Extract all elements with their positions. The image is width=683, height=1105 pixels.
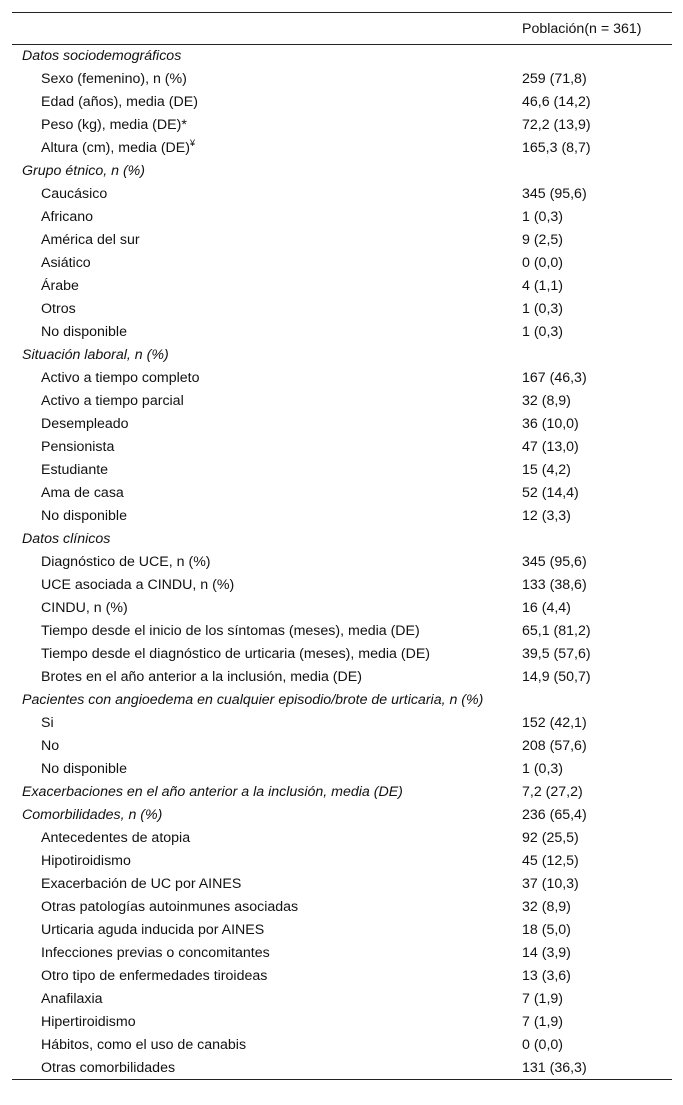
table-row <box>12 413 672 436</box>
row-label-text: Otras patologías autoinmunes asociadas <box>41 899 299 915</box>
row-value: 1 (0,3) <box>522 324 564 340</box>
row-value: 12 (3,3) <box>522 508 571 524</box>
section-label <box>12 689 512 712</box>
row-value: 345 (95,6) <box>522 186 587 202</box>
row-label <box>12 390 512 413</box>
row-label <box>12 896 512 919</box>
row-value: 1 (0,3) <box>522 301 564 317</box>
row-label <box>12 1057 512 1080</box>
row-value: 1 (0,3) <box>522 761 564 777</box>
row-label-text: Otras comorbilidades <box>41 1059 176 1076</box>
section-label <box>12 160 512 183</box>
table-row <box>12 643 672 666</box>
row-value: 65,1 (81,2) <box>522 623 591 639</box>
row-value: 16 (4,4) <box>522 600 571 616</box>
row-label <box>12 643 512 666</box>
row-value: 152 (42,1) <box>522 715 587 731</box>
footnote-mark: ¥ <box>190 138 196 148</box>
row-value: 345 (95,6) <box>522 554 587 570</box>
row-label <box>12 91 512 114</box>
table-row <box>12 91 672 114</box>
table-row <box>12 965 672 988</box>
row-label <box>12 482 512 505</box>
row-value: 0 (0,0) <box>522 1037 564 1053</box>
row-label-text: No disponible <box>41 761 127 777</box>
row-value: 14,9 (50,7) <box>522 669 591 685</box>
table-row <box>12 252 672 275</box>
row-label-text: Ama de casa <box>41 485 124 501</box>
row-label <box>12 620 512 643</box>
row-label <box>12 827 512 850</box>
row-label-text: No disponible <box>41 508 127 524</box>
table-row <box>12 1057 672 1080</box>
row-label <box>12 965 512 988</box>
row-label-text: Árabe <box>41 278 79 294</box>
row-value <box>512 344 672 367</box>
table-row <box>12 712 672 735</box>
row-label-text: Grupo étnico, n (%) <box>22 163 146 179</box>
table-row <box>12 206 672 229</box>
row-value: 7,2 (27,2) <box>522 784 583 800</box>
row-label <box>12 275 512 298</box>
row-label <box>12 183 512 206</box>
row-label-text: Hipertiroidismo <box>41 1014 136 1030</box>
row-label-text: UCE asociada a CINDU, n (%) <box>41 577 235 593</box>
row-label-text: Infecciones previas o concomitantes <box>41 945 270 961</box>
row-label <box>12 735 512 758</box>
row-label-text: Peso (kg), media (DE)* <box>41 117 187 133</box>
row-label <box>12 436 512 459</box>
table-row <box>12 896 672 919</box>
row-label-text: Pacientes con angioedema en cualquier episodio/brote de urticaria, n (%) <box>22 692 484 708</box>
row-value <box>512 689 672 712</box>
row-label <box>12 988 512 1011</box>
section-label <box>12 804 512 827</box>
row-label-text: Diagnóstico de UCE, n (%) <box>41 554 211 570</box>
population-table <box>12 12 672 1080</box>
row-value: 36 (10,0) <box>522 416 579 432</box>
table-row <box>12 850 672 873</box>
row-value: 13 (3,6) <box>522 968 571 984</box>
row-value: 236 (65,4) <box>522 807 587 823</box>
row-label-text: Hipotiroidismo <box>41 853 131 869</box>
row-label <box>12 758 512 781</box>
row-value: 72,2 (13,9) <box>522 117 591 133</box>
row-label <box>12 137 512 160</box>
row-label <box>12 206 512 229</box>
row-label-text: Datos sociodemográficos <box>22 48 182 65</box>
row-label-text: Pensionista <box>41 439 115 455</box>
table-body <box>12 45 672 1080</box>
row-label <box>12 712 512 735</box>
section-row <box>12 528 672 551</box>
row-label-text: Tiempo desde el inicio de los síntomas (meses), media (DE) <box>41 623 420 639</box>
row-label-text: No <box>41 738 60 754</box>
row-label-text: Antecedentes de atopia <box>41 830 191 846</box>
table-row <box>12 68 672 91</box>
row-value: 39,5 (57,6) <box>522 646 591 662</box>
table-row <box>12 390 672 413</box>
row-value: 45 (12,5) <box>522 853 579 869</box>
row-value: 32 (8,9) <box>522 899 571 915</box>
table-row <box>12 1011 672 1034</box>
row-label-text: Otros <box>41 301 76 317</box>
row-label-text: Urticaria aguda inducida por AINES <box>41 922 265 938</box>
table-row <box>12 758 672 781</box>
table-row <box>12 183 672 206</box>
table-row <box>12 321 672 344</box>
table-header <box>12 13 672 45</box>
table-row <box>12 735 672 758</box>
row-label <box>12 114 512 137</box>
row-value: 7 (1,9) <box>522 1014 564 1030</box>
row-value: 259 (71,8) <box>522 71 587 87</box>
header-population-column: Población(n = 361) <box>512 13 672 45</box>
row-value: 4 (1,1) <box>522 278 564 294</box>
table-row <box>12 436 672 459</box>
row-value: 46,6 (14,2) <box>522 94 591 110</box>
row-label <box>12 551 512 574</box>
table-row <box>12 942 672 965</box>
row-label <box>12 850 512 873</box>
row-label-text: Tiempo desde el diagnóstico de urticaria (meses), media (DE) <box>41 646 431 662</box>
table-row <box>12 367 672 390</box>
row-label <box>12 413 512 436</box>
table-row <box>12 666 672 689</box>
row-value: 167 (46,3) <box>522 370 587 386</box>
table-row <box>12 597 672 620</box>
row-label-text: Brotes en el año anterior a la inclusión, media (DE) <box>41 669 362 685</box>
section-label <box>12 344 512 367</box>
table-row <box>12 229 672 252</box>
section-row <box>12 804 672 827</box>
row-value: 15 (4,2) <box>522 462 571 478</box>
row-label-text: Caucásico <box>41 186 108 202</box>
row-label <box>12 942 512 965</box>
row-label-text: Exacerbaciones en el año anterior a la inclusión, media (DE) <box>22 784 403 800</box>
section-label <box>12 45 512 68</box>
section-row <box>12 160 672 183</box>
table-row <box>12 919 672 942</box>
row-label-text: Altura (cm), media (DE) <box>41 140 190 156</box>
row-label-text: No disponible <box>41 324 127 340</box>
row-label <box>12 1011 512 1034</box>
row-label-text: Edad (años), media (DE) <box>41 94 198 110</box>
row-label-text: Asiático <box>41 255 91 271</box>
table-row <box>12 298 672 321</box>
row-value: 14 (3,9) <box>522 945 571 961</box>
section-row <box>12 689 672 712</box>
table-row <box>12 1034 672 1057</box>
row-value <box>512 528 672 551</box>
row-label-text: Comorbilidades, n (%) <box>22 807 163 823</box>
row-label <box>12 505 512 528</box>
section-row <box>12 344 672 367</box>
row-label <box>12 298 512 321</box>
row-label-text: CINDU, n (%) <box>41 600 128 616</box>
table-row <box>12 459 672 482</box>
row-label <box>12 252 512 275</box>
table-row <box>12 505 672 528</box>
row-value: 9 (2,5) <box>522 232 564 248</box>
row-label <box>12 919 512 942</box>
row-label-text: Situación laboral, n (%) <box>22 347 169 363</box>
row-label-text: Hábitos, como el uso de canabis <box>41 1037 247 1053</box>
table-row <box>12 988 672 1011</box>
row-label <box>12 321 512 344</box>
row-label <box>12 597 512 620</box>
row-label-text: Exacerbación de UC por AINES <box>41 876 242 892</box>
row-value: 133 (38,6) <box>522 577 587 593</box>
row-value <box>512 45 672 68</box>
section-label <box>12 781 512 804</box>
row-value: 7 (1,9) <box>522 991 564 1007</box>
table-row <box>12 827 672 850</box>
header-row <box>12 13 672 45</box>
table-row <box>12 620 672 643</box>
row-label <box>12 229 512 252</box>
row-value: 131 (36,3) <box>512 1057 672 1080</box>
table-row <box>12 873 672 896</box>
section-label <box>12 528 512 551</box>
section-row <box>12 45 672 68</box>
row-label <box>12 574 512 597</box>
row-value: 1 (0,3) <box>522 209 564 225</box>
row-value: 0 (0,0) <box>522 255 564 271</box>
row-label-text: Africano <box>41 209 94 225</box>
row-value: 165,3 (8,7) <box>522 140 591 156</box>
row-label-text: Datos clínicos <box>22 531 111 547</box>
row-label <box>12 873 512 896</box>
row-label-text: Anafilaxia <box>41 991 103 1007</box>
row-value <box>512 160 672 183</box>
row-value: 37 (10,3) <box>522 876 579 892</box>
row-label-text: Otro tipo de enfermedades tiroideas <box>41 968 268 984</box>
table-row <box>12 275 672 298</box>
row-value: 32 (8,9) <box>522 393 571 409</box>
row-value: 18 (5,0) <box>522 922 571 938</box>
row-label-text: Activo a tiempo completo <box>41 370 200 386</box>
header-label-column <box>12 13 512 45</box>
row-label-text: Desempleado <box>41 416 129 432</box>
row-label-text: Activo a tiempo parcial <box>41 393 184 409</box>
row-value: 52 (14,4) <box>522 485 579 501</box>
row-value: 92 (25,5) <box>522 830 579 846</box>
row-label <box>12 367 512 390</box>
table-row <box>12 114 672 137</box>
row-label <box>12 666 512 689</box>
table-row <box>12 137 672 160</box>
row-label <box>12 68 512 91</box>
row-label <box>12 459 512 482</box>
row-label-text: América del sur <box>41 232 140 248</box>
row-value: 208 (57,6) <box>522 738 587 754</box>
table-container <box>12 12 672 1080</box>
row-value: 47 (13,0) <box>522 439 579 455</box>
table-row <box>12 482 672 505</box>
row-label-text: Si <box>41 715 54 731</box>
row-label-text: Sexo (femenino), n (%) <box>41 71 187 87</box>
table-row <box>12 574 672 597</box>
table-row <box>12 551 672 574</box>
row-label <box>12 1034 512 1057</box>
section-row <box>12 781 672 804</box>
row-label-text: Estudiante <box>41 462 109 478</box>
